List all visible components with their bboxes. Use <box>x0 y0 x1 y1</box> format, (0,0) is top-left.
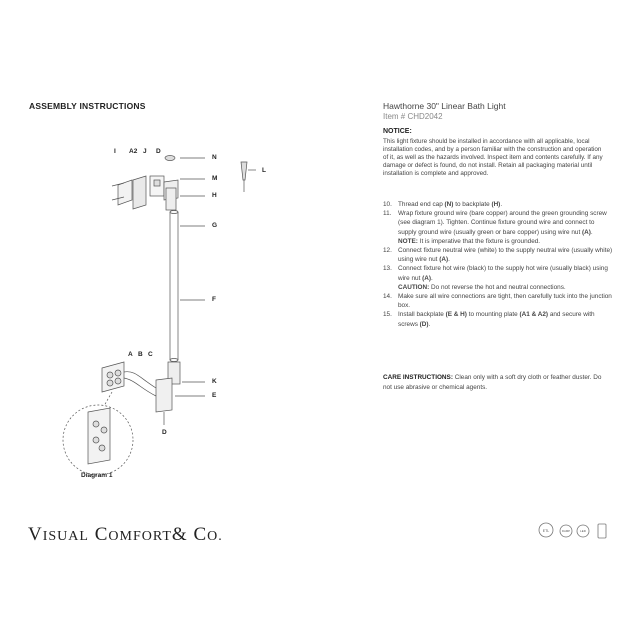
step-text: Connect fixture hot wire (black) to the supply hot wire (usually black) using wire nut <box>398 265 608 282</box>
label-a: A <box>128 351 133 358</box>
label-d-bottom: D <box>162 429 167 436</box>
glass-top <box>170 211 178 214</box>
step-text: Connect fixture neutral wire (white) to the supply neutral wire (usually white) using wire nut <box>398 247 613 264</box>
step-text: . <box>500 201 503 208</box>
step-number: 14. <box>383 293 392 301</box>
logo-part: V <box>28 524 43 545</box>
caution-text: Do not reverse the hot and neutral connections. <box>429 283 566 291</box>
logo-part: ISUAL <box>42 529 89 544</box>
part-ref: (A) <box>582 228 591 236</box>
part-ref: (A1 & A2) <box>519 311 549 319</box>
caution-label: CAUTION: <box>398 283 430 291</box>
step-text: and secure with screws <box>398 311 595 328</box>
label-n: N <box>212 154 217 161</box>
care-text: Clean only with a soft dry cloth or feather duster. Do not use abrasive or chemical agents. <box>383 374 602 391</box>
mounting-plate-a2 <box>133 176 146 209</box>
step-text: Install backplate <box>398 311 446 319</box>
note-label: NOTE: <box>398 237 418 245</box>
step-text: . <box>448 256 450 264</box>
part-ref: (H) <box>491 201 501 208</box>
logo-part: OMFORT <box>108 529 172 544</box>
part-ref: (E & H) <box>445 311 467 319</box>
step-text: Wrap fixture ground wire (bare copper) around the green grounding screw (see diagram 1). Tighten. Continue fixture ground wire and connect to supply ground wire (usually green or bare copper) using wire nut <box>398 210 607 236</box>
step-number: 12. <box>383 247 392 255</box>
glass-bottom <box>170 359 178 362</box>
product-name: Hawthorne 30" Linear Bath Light <box>383 101 506 111</box>
step-text: to backplate <box>453 201 492 208</box>
label-b: B <box>138 351 143 358</box>
end-cap-n <box>165 156 175 161</box>
step-text: Thread end cap <box>398 201 445 208</box>
certification-icons <box>536 518 616 544</box>
glass-tube-f <box>170 212 178 360</box>
note-text: It is imperative that the fixture is grounded. <box>417 237 541 245</box>
logo-part: C <box>94 524 109 545</box>
step-number: 10. <box>383 201 392 208</box>
junction-box <box>102 362 124 392</box>
label-a2: A2 <box>129 148 138 155</box>
part-ref: (A) <box>422 274 432 282</box>
wire-2 <box>124 378 156 396</box>
logo-part: & C <box>171 524 208 545</box>
step-number: 13. <box>383 265 392 273</box>
backplate-h <box>166 188 176 210</box>
label-k: K <box>212 378 217 385</box>
label-d: D <box>156 148 161 155</box>
item-number: Item # CHD2042 <box>383 112 443 121</box>
label-f: F <box>212 296 216 303</box>
step-text: . <box>428 320 431 328</box>
label-g: G <box>212 222 218 229</box>
label-j: J <box>143 148 147 155</box>
step-text: to mounting plate <box>466 311 520 319</box>
bulb-icon <box>598 524 606 538</box>
label-e: E <box>212 392 217 399</box>
label-c: C <box>148 351 153 358</box>
notice-body: This light fixture should be installed in accordance with all applicable, local installation codes, and by a person familiar with the construction and operation of it, as well as the hazards involved. Inspect item and contents carefully. If any damage or defect is found, do not install. Retain all packaging material until installation is complete and approved. <box>383 138 603 177</box>
logo-part: O. <box>207 529 223 544</box>
brand-logo <box>28 524 223 546</box>
label-l: L <box>262 167 266 174</box>
etl-text: ETL <box>542 529 550 533</box>
step-text: Make sure all wire connections are tight, then carefully tuck into the junction box. <box>398 293 612 310</box>
part-ref: (A) <box>439 256 449 264</box>
diagram-1-plate <box>88 408 110 464</box>
step-number: 11. <box>383 210 392 218</box>
step-text: . <box>590 228 593 236</box>
led-text: LED <box>580 529 586 533</box>
step-text: . <box>431 274 433 282</box>
backplate-e <box>156 378 172 412</box>
diagram-1-caption: Diagram 1 <box>81 472 113 479</box>
label-h: H <box>212 192 217 199</box>
assembly-instructions-title: ASSEMBLY INSTRUCTIONS <box>29 101 146 111</box>
notice-heading: NOTICE: <box>383 128 412 135</box>
damp-text: DAMP <box>561 529 571 533</box>
care-label: CARE INSTRUCTIONS: <box>383 374 453 381</box>
part-ref: (N) <box>444 201 454 208</box>
part-ref: (D) <box>419 320 429 328</box>
wire-nut-l <box>241 162 247 180</box>
step-number: 15. <box>383 311 392 319</box>
label-i: I <box>114 148 116 155</box>
label-m: M <box>212 175 218 182</box>
